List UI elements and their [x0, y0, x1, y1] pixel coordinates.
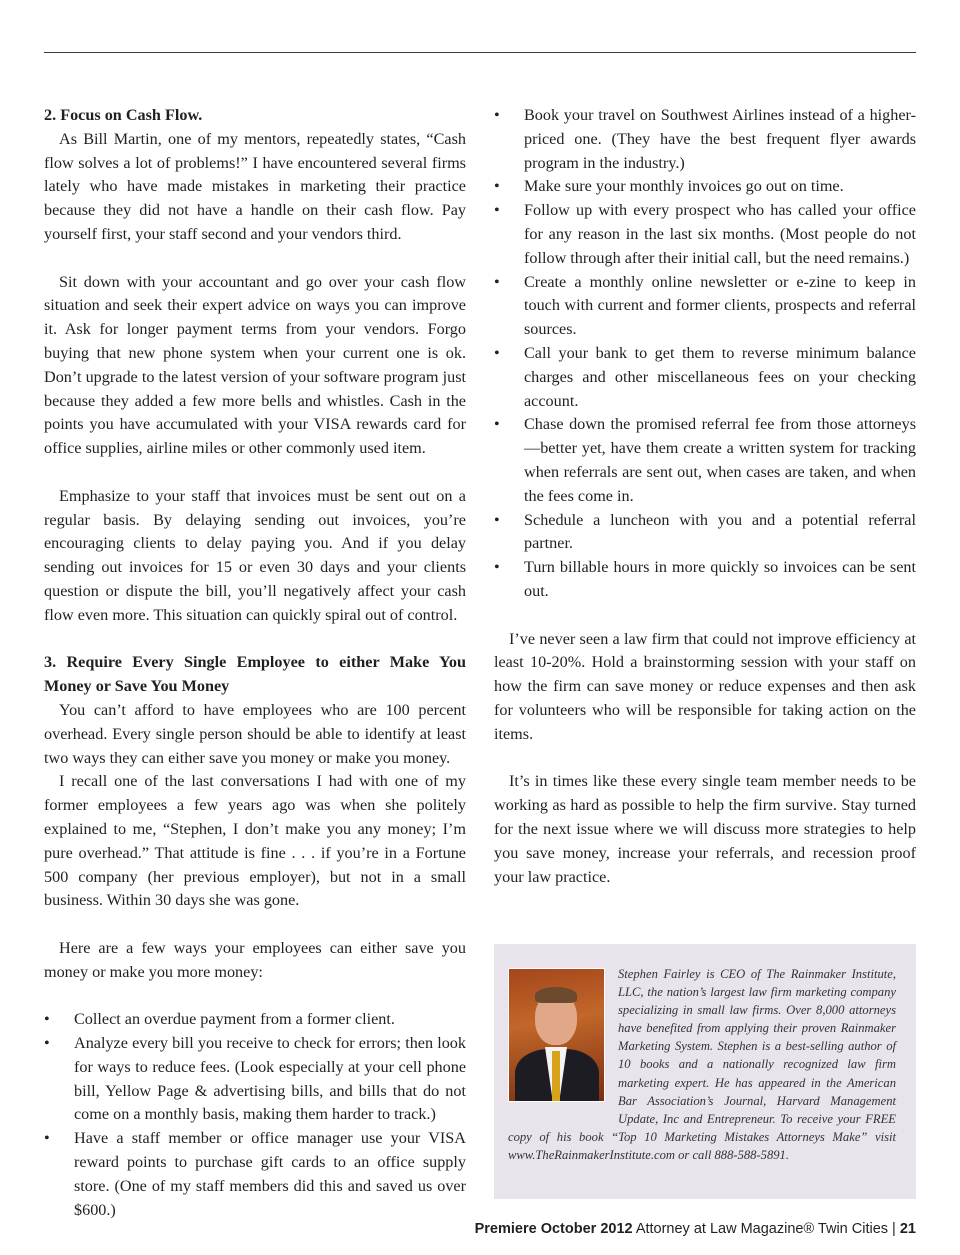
bullet-list	[494, 104, 916, 604]
left-column	[44, 104, 466, 1222]
author-bio-box	[494, 944, 916, 1199]
paragraph: As Bill Martin, one of my mentors, repeatedly states, “Cash flow solves a lot of problems!” I have encountered several firms lately who have made mistakes in marketing their practice because they did not have a handle on their cash flow. Pay yourself first, your staff second and your vendors third.	[44, 129, 466, 243]
paragraph: Emphasize to your staff that invoices must be sent out on a regular basis. By delaying sending out invoices, you’re encouraging clients to delay paying you. And if you delay sending out invoices for 15 or even 30 days and your clients question or dispute the bill, you’ll negatively affect your cash flow even more. This situation can quickly spiral out of control.	[44, 486, 466, 624]
list-item: • Turn billable hours in more quickly so invoices can be sent out.	[494, 558, 916, 600]
bullet-icon: •	[44, 1129, 50, 1148]
paragraph: I’ve never seen a law firm that could not improve efficiency at least 10-20%. Hold a brainstorming session with your staff on how the firm can save money or reduce expenses and then ask for volunteers who will be responsible for taking action on the items.	[494, 629, 916, 743]
list-item: • Analyze every bill you receive to check for errors; then look for ways to reduce fees. (Look especially at your cell phone bill, Yellow Page & advertising bills, and bills that do not come on a monthly basis, making them harder to track.)	[44, 1034, 466, 1124]
list-item: • Schedule a luncheon with you and a potential referral partner.	[494, 510, 916, 553]
paragraph: Sit down with your accountant and go over your cash flow situation and seek their expert advice on ways you can improve it. Ask for longer payment terms from your vendors. Forgo buying that new phone system when your current one is ok. Don’t upgrade to the latest version of your software program just because they added a few more bells and whistles. Cash in the points you have accumulated with your VISA rewards card for office supplies, airline miles or other commonly used item.	[44, 272, 466, 458]
paragraph: It’s in times like these every single team member needs to be working as hard as possible to help the firm survive. Stay turned for the next issue where we will discuss more strategies to help you save money, increase your referrals, and recession proof your law practice.	[494, 772, 916, 886]
paragraph: Here are a few ways your employees can either save you money or make you more money:	[44, 938, 466, 981]
magazine-name: Attorney at Law Magazine® Twin Cities	[635, 1221, 889, 1237]
paragraph: I recall one of the last conversations I had with one of my former employees a few years ago was when she politely explained to me, “Stephen, I don’t make you any money; I’m pure overhead.” That attitude is fine . . . if you’re in a Fortune 500 company (her previous employer), but not in a small business. Within 30 days she was gone.	[44, 772, 466, 910]
list-item: • Create a monthly online newsletter or e-zine to keep in touch with current and former clients, prospects and referral sources.	[494, 272, 916, 339]
bullet-icon: •	[494, 558, 500, 577]
list-item: • Chase down the promised referral fee from those attorneys—better yet, have them create a written system for tracking when referrals are sent out, when cases are taken, and when the fees come in.	[494, 415, 916, 505]
bullet-icon: •	[494, 177, 500, 196]
bullet-icon: •	[494, 201, 500, 220]
bullet-icon: •	[494, 510, 500, 529]
bullet-icon: •	[44, 1034, 50, 1053]
section-heading-cash-flow: 2. Focus on Cash Flow.	[44, 106, 203, 124]
bullet-icon: •	[494, 343, 500, 362]
bullet-icon: •	[44, 1010, 50, 1029]
bullet-icon: •	[494, 272, 500, 291]
list-item: • Have a staff member or office manager use your VISA reward points to purchase gift cards to an office supply store. (One of my staff members did this and saved us over $600.)	[44, 1129, 466, 1219]
list-item: • Make sure your monthly invoices go out on time.	[494, 175, 916, 199]
bullet-icon: •	[494, 106, 500, 124]
top-rule	[44, 52, 916, 53]
bullet-list	[44, 1008, 466, 1222]
right-column	[494, 104, 916, 889]
page-footer	[475, 1221, 916, 1237]
list-item: • Call your bank to get them to reverse minimum balance charges and other miscellaneous fees on your checking account.	[494, 343, 916, 410]
list-item: • Follow up with every prospect who has called your office for any reason in the last six months. (Most people do not follow through after their initial call, but the need remains.)	[494, 201, 916, 267]
section-heading-employees: 3. Require Every Single Employee to either Make You Money or Save You Money	[44, 653, 466, 696]
footer-separator: |	[892, 1221, 896, 1237]
list-item: • Book your travel on Southwest Airlines instead of a higher-priced one. (They have the best frequent flyer awards program in the industry.)	[494, 106, 916, 172]
page-number: 21	[899, 1221, 916, 1237]
list-item: • Collect an overdue payment from a former client.	[44, 1008, 466, 1032]
author-bio-text: Stephen Fairley is CEO of The Rainmaker Institute, LLC, the nation’s largest law firm marketing company specializing in small law firms. Over 8,000 attorneys have benefited from applying their proven Rainmaker Marketing System. Stephen is a best-selling author of 10 books and a nationally recognized law firm marketing expert. He has appeared in the American Bar Association’s Journal, Harvard Management Update, Inc and Entrepreneur. To receive your FREE copy of his book “Top 10 Marketing Mistakes Attorneys Make” visit www.TheRainmakerInstitute.com or call 888-588-5891.	[508, 967, 896, 1162]
paragraph: You can’t afford to have employees who are 100 percent overhead. Every single person should be able to identify at least two ways they can either save you money or make you money.	[44, 700, 466, 767]
issue-label: Premiere October 2012	[474, 1221, 633, 1237]
bullet-icon: •	[494, 415, 500, 434]
